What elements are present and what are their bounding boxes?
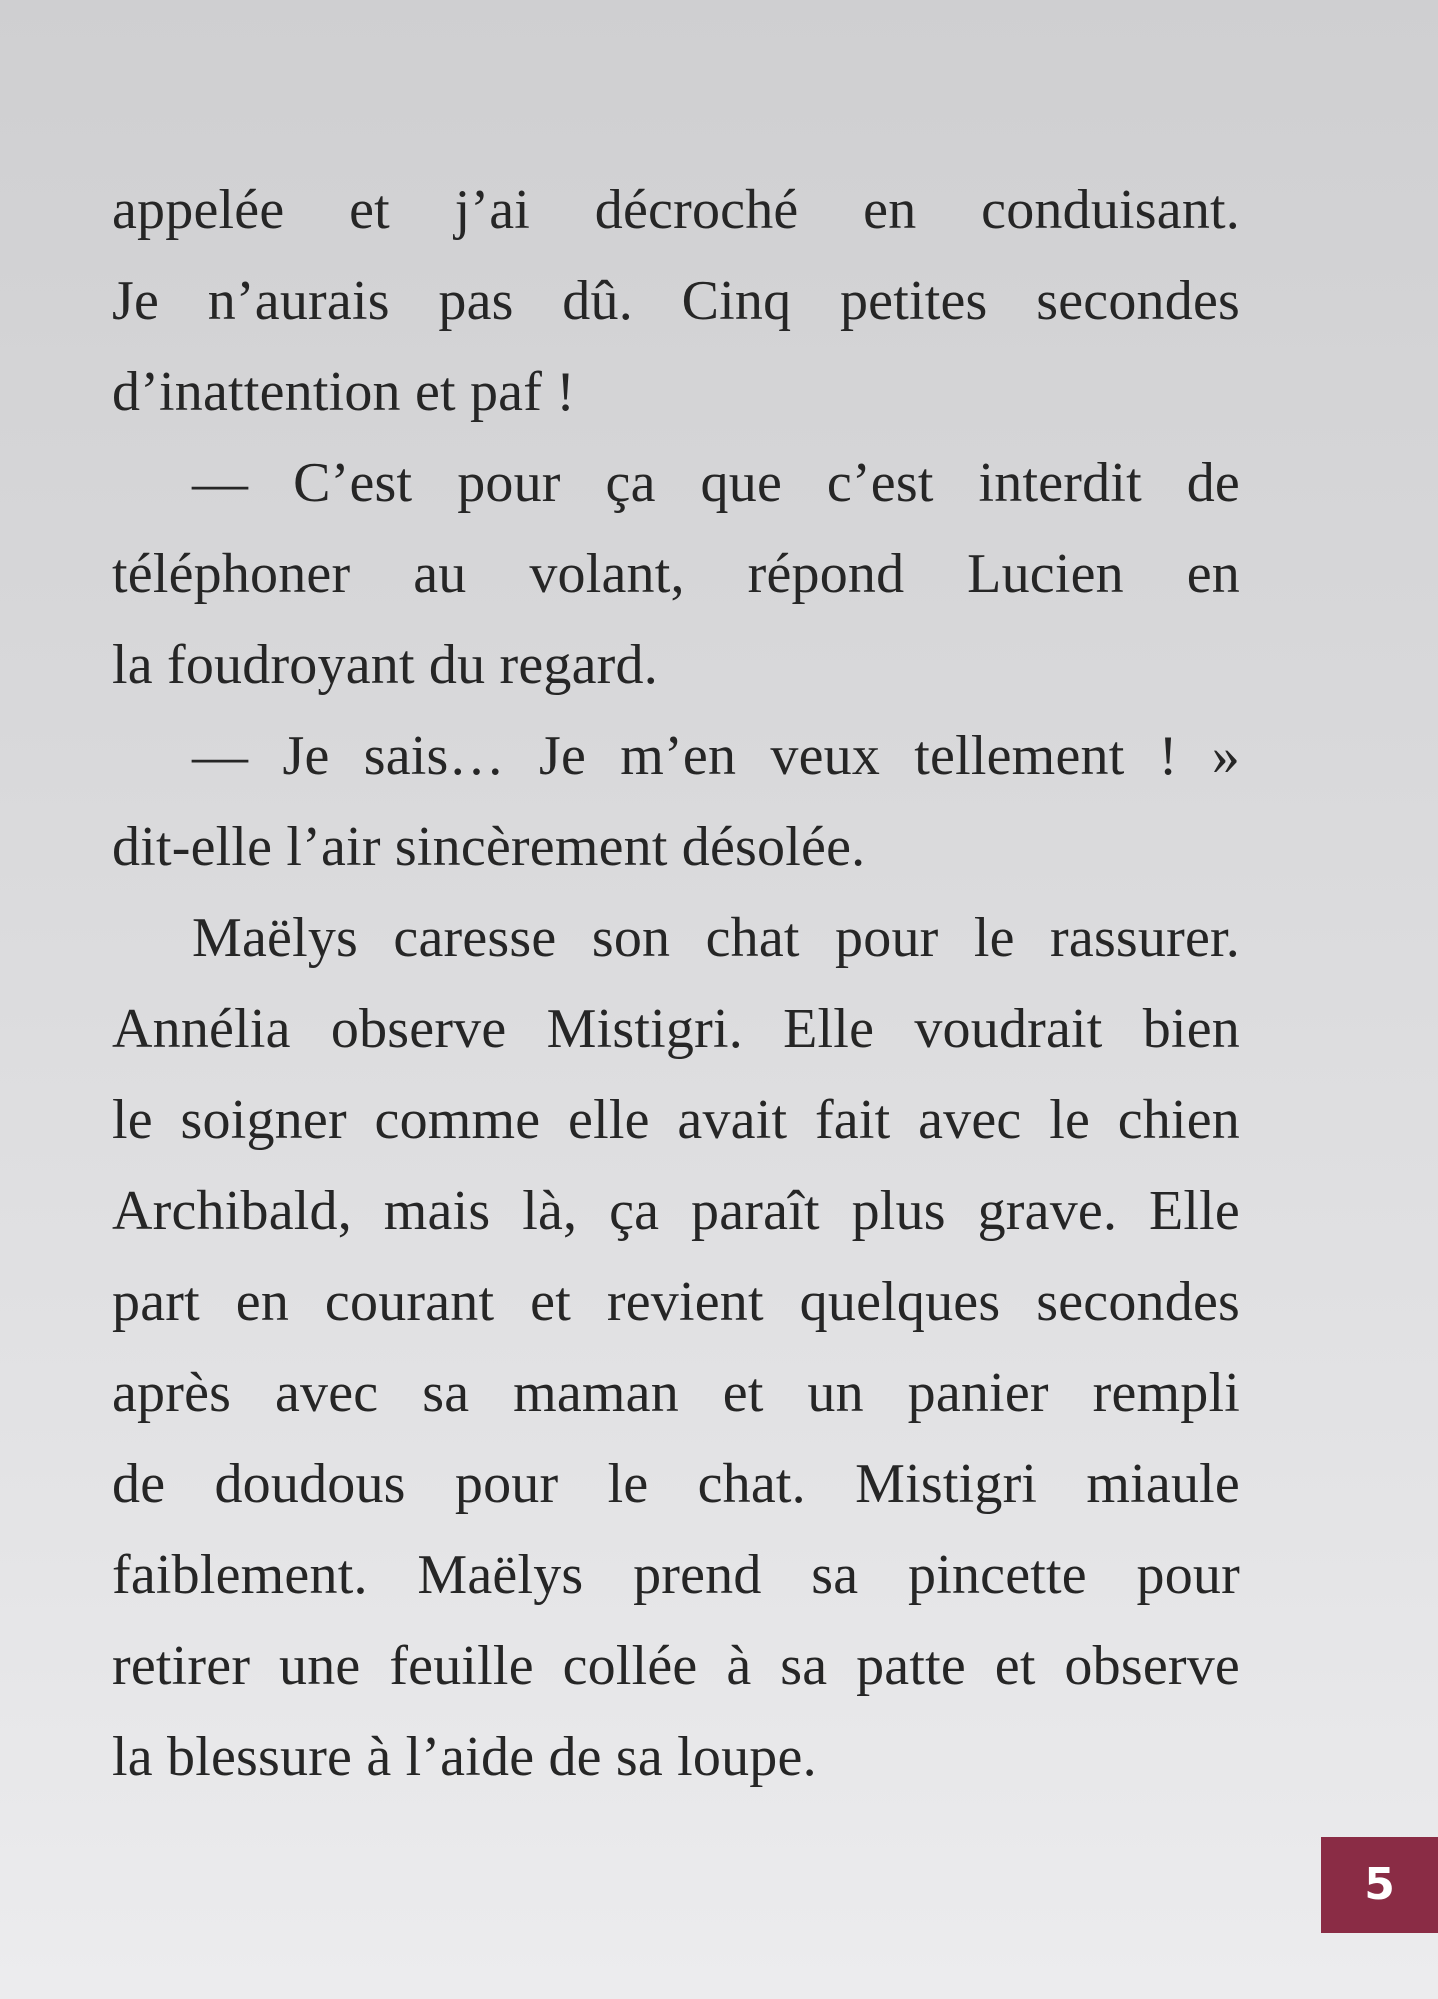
text-line-4: — C’est pour ça que c’est interdit de	[192, 452, 1240, 514]
text-line-3: d’inattention et paf !	[112, 361, 576, 423]
text-line-2: Je n’aurais pas dû. Cinq petites secondes	[112, 270, 1240, 332]
text-line-10: Annélia observe Mistigri. Elle voudrait bien	[112, 998, 1240, 1060]
text-line-9: Maëlys caresse son chat pour le rassurer.	[192, 907, 1240, 969]
body-text	[112, 165, 1240, 1803]
text-line-13: part en courant et revient quelques secondes	[112, 1271, 1240, 1333]
text-line-6: la foudroyant du regard.	[112, 634, 658, 696]
text-line-15: de doudous pour le chat. Mistigri miaule	[112, 1453, 1240, 1515]
text-line-1: appelée et j’ai décroché en conduisant.	[112, 179, 1240, 241]
text-line-16: faiblement. Maëlys prend sa pincette pour	[112, 1544, 1240, 1606]
text-line-8: dit-elle l’air sincèrement désolée.	[112, 816, 866, 878]
text-line-18: la blessure à l’aide de sa loupe.	[112, 1726, 817, 1788]
text-line-17: retirer une feuille collée à sa patte et observe	[112, 1635, 1240, 1697]
page-number-badge: 5	[1321, 1837, 1438, 1933]
text-line-12: Archibald, mais là, ça paraît plus grave. Elle	[112, 1180, 1240, 1242]
text-line-11: le soigner comme elle avait fait avec le chien	[112, 1089, 1240, 1151]
text-line-5: téléphoner au volant, répond Lucien en	[112, 543, 1240, 605]
text-line-14: après avec sa maman et un panier rempli	[112, 1362, 1240, 1424]
text-line-7: — Je sais… Je m’en veux tellement ! »	[192, 725, 1240, 787]
